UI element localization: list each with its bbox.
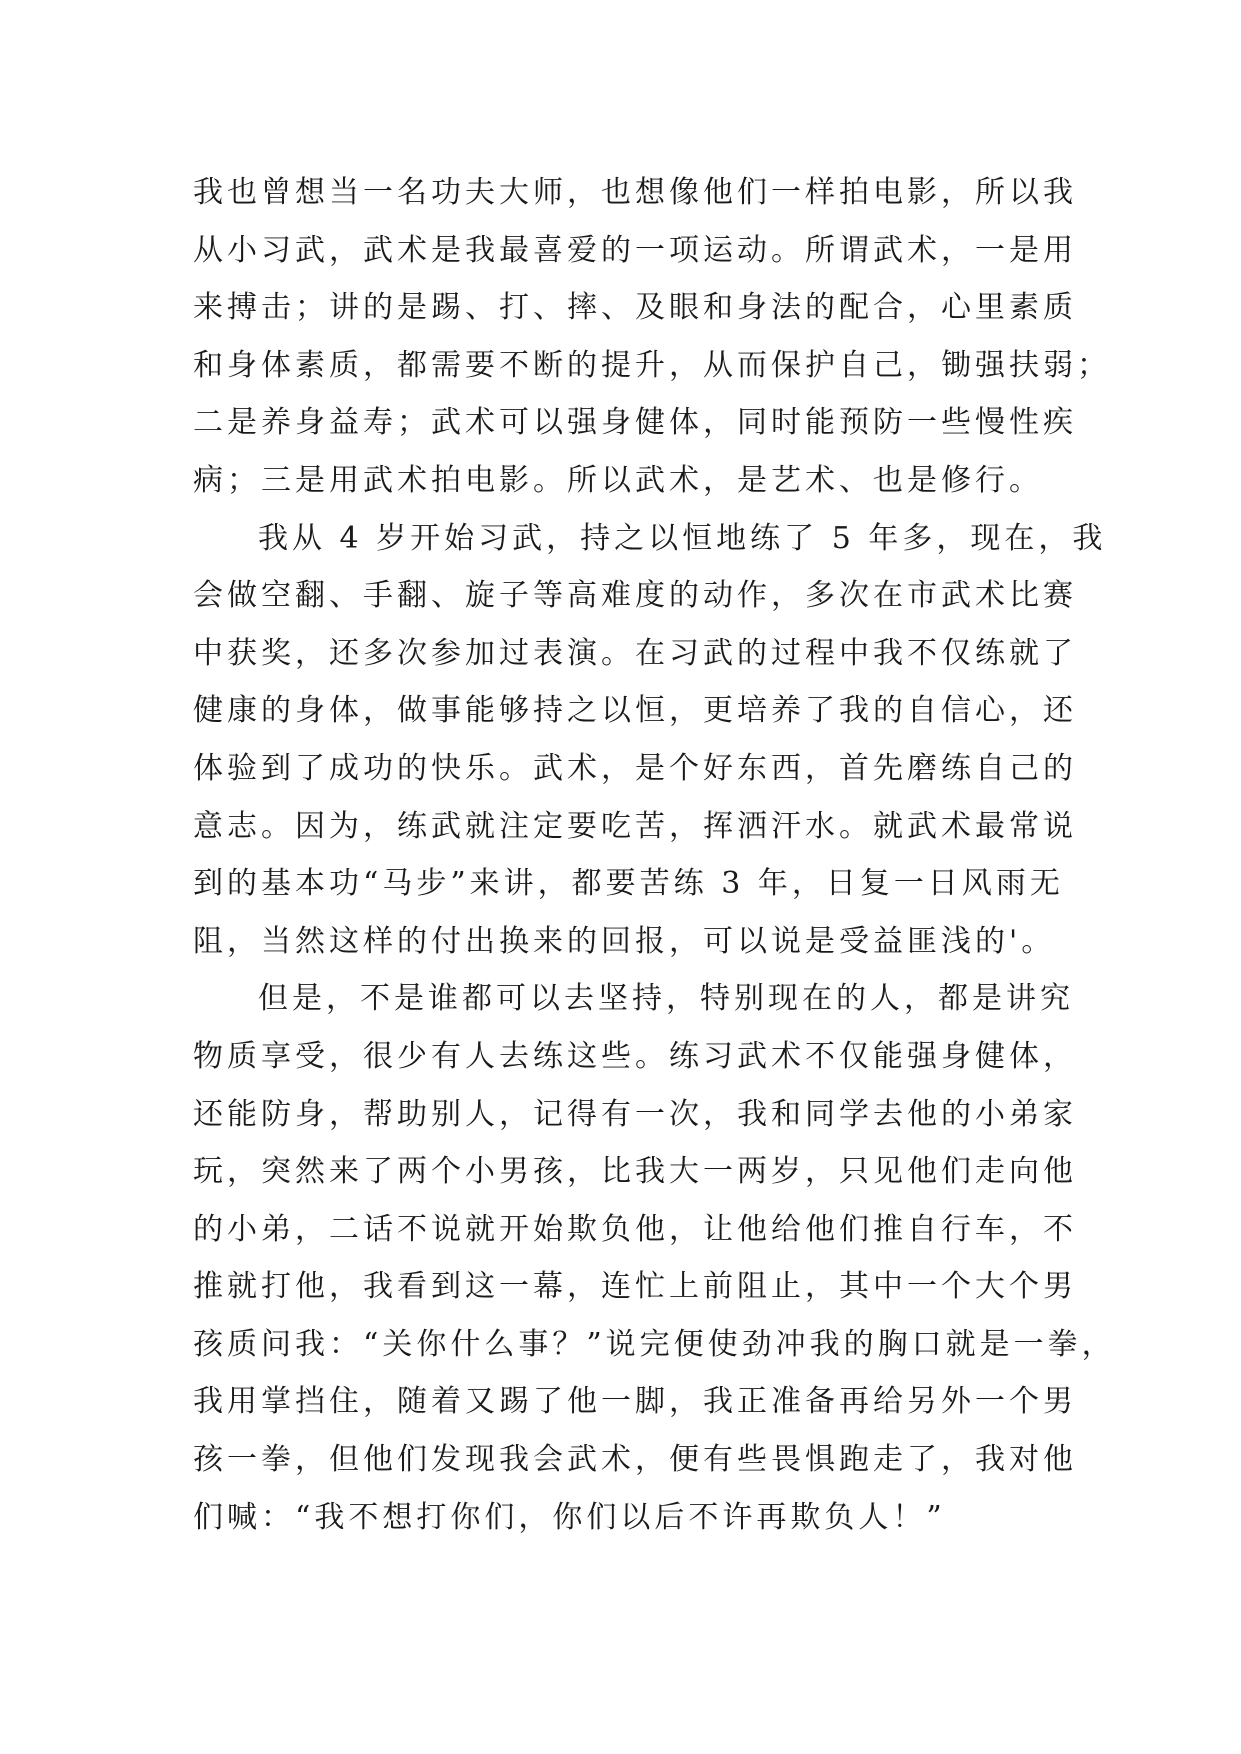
text-line: 病；三是用武术拍电影。所以武术，是艺术、也是修行。 bbox=[193, 462, 1043, 498]
text-line: 推就打他，我看到这一幕，连忙上前阻止，其中一个大个男 bbox=[193, 1269, 1077, 1305]
text-line: 们喊：“我不想打你们，你们以后不许再欺负人！” bbox=[193, 1499, 946, 1535]
text-line: 阻，当然这样的付出换来的回报，可以说是受益匪浅的'。 bbox=[193, 923, 1056, 959]
paragraph-first-line: 但是，不是谁都可以去坚持，特别现在的人，都是讲究 bbox=[258, 981, 1074, 1017]
text-line: 物质享受，很少有人去练这些。练习武术不仅能强身健体， bbox=[193, 1038, 1077, 1074]
paragraph-first-line: 我从 4 岁开始习武，持之以恒地练了 5 年多，现在，我 bbox=[258, 520, 1107, 556]
text-line: 会做空翻、手翻、旋子等高难度的动作，多次在市武术比赛 bbox=[193, 578, 1077, 614]
text-line: 二是养身益寿；武术可以强身健体，同时能预防一些慢性疾 bbox=[193, 405, 1077, 441]
text-line: 我用掌挡住，随着又踢了他一脚，我正准备再给另外一个男 bbox=[193, 1384, 1077, 1420]
text-line: 我也曾想当一名功夫大师，也想像他们一样拍电影，所以我 bbox=[193, 175, 1077, 210]
text-line: 到的基本功“马步”来讲，都要苦练 3 年，日复一日风雨无 bbox=[193, 866, 1064, 902]
text-line: 从小习武，武术是我最喜爱的一项运动。所谓武术，一是用 bbox=[193, 232, 1077, 268]
text-line: 孩一拳，但他们发现我会武术，便有些畏惧跑走了，我对他 bbox=[193, 1442, 1077, 1478]
text-line: 和身体素质，都需要不断的提升，从而保护自己，锄强扶弱； bbox=[193, 347, 1111, 383]
text-line: 意志。因为，练武就注定要吃苦，挥洒汗水。就武术最常说 bbox=[193, 808, 1077, 844]
text-line: 还能防身，帮助别人，记得有一次，我和同学去他的小弟家 bbox=[193, 1096, 1077, 1132]
text-line: 的小弟，二话不说就开始欺负他，让他给他们推自行车，不 bbox=[193, 1211, 1077, 1247]
text-line: 体验到了成功的快乐。武术，是个好东西，首先磨练自己的 bbox=[193, 750, 1077, 786]
body-text bbox=[193, 164, 1116, 1546]
text-line: 健康的身体，做事能够持之以恒，更培养了我的自信心，还 bbox=[193, 693, 1077, 729]
text-line: 玩，突然来了两个小男孩，比我大一两岁，只见他们走向他 bbox=[193, 1154, 1077, 1190]
text-line: 孩质问我：“关你什么事？”说完便使劲冲我的胸口就是一拳， bbox=[193, 1326, 1116, 1362]
text-line: 中获奖，还多次参加过表演。在习武的过程中我不仅练就了 bbox=[193, 635, 1077, 671]
text-line: 来搏击；讲的是踢、打、摔、及眼和身法的配合，心里素质 bbox=[193, 290, 1077, 326]
